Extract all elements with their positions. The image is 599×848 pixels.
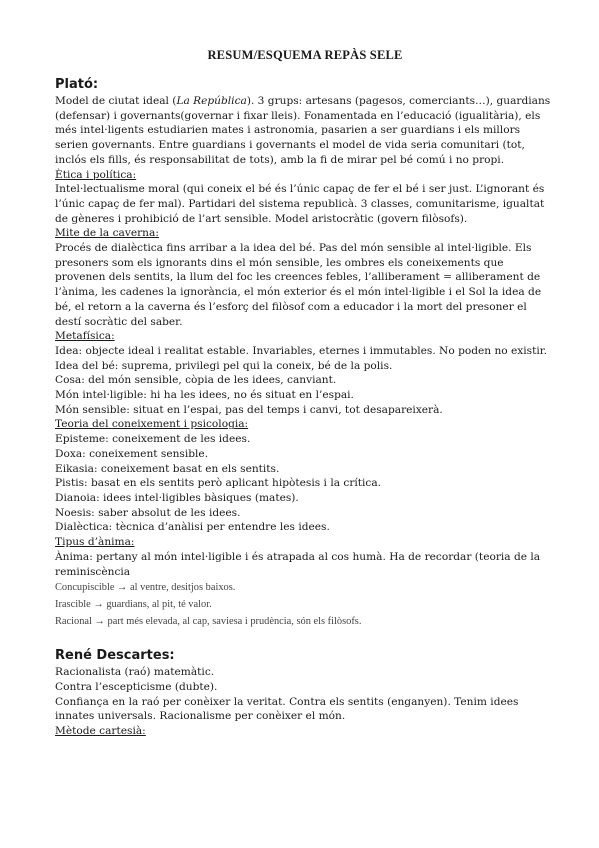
- knowledge-item: Episteme: coneixement de les idees.: [55, 433, 251, 446]
- subheading-knowledge: Teoria del coneixement i psicologia:: [55, 418, 249, 431]
- soul-part: Concupiscible → al ventre, desitjos baixos.: [55, 582, 236, 594]
- document-title: RESUM/ESQUEMA REPÀS SELE: [207, 48, 403, 62]
- knowledge-item: Doxa: coneixement sensible.: [55, 447, 209, 460]
- cave-text: Procés de dialèctica fins arribar a la idea del bé. Pas del món sensible al intel·ligible. Els presoners som els ignorants dins el món sensible, les ombres els coneixements que provenen dels sentits, la llum del foc les creences febles, l’alliberament = alliberament de l’ànima, les cadenes la ignorància, el món exterior és el món intel·ligible i el Sol la idea de bé, el retorn a la caverna és l’esforç del filòsof com a educador i la mort del presoner el destí socràtic del saber.: [55, 242, 542, 328]
- knowledge-item: Pistis: basat en els sentits però aplicant hipòtesis i la crítica.: [55, 477, 382, 490]
- plato-intro-pre: Model de ciutat ideal (: [55, 95, 177, 107]
- document-content: [55, 48, 555, 739]
- plato-intro: [55, 94, 555, 168]
- ethics-text: Intel·lectualisme moral (qui coneix el bé és l’únic capaç de fer el bé i ser just. L’ignorant és l’únic capaç de fer mal). Partidari del sistema republicà. 3 classes, comunitarisme, igualtat de gèneres i prohibició de l’art sensible. Model aristocràtic (govern filòsofs).: [55, 183, 545, 225]
- soul-part: Racional → part més elevada, al cap, saviesa i prudència, són els filòsofs.: [55, 616, 362, 628]
- subheading-metaphysics: Metafísica:: [55, 330, 115, 343]
- subheading-cave: Mite de la caverna:: [55, 227, 159, 240]
- metaphysics-item: Cosa: del món sensible, còpia de les idees, canviant.: [55, 374, 337, 387]
- section-title-plato: Plató:: [55, 77, 99, 92]
- soul-part: Irascible → guardians, al pit, té valor.: [55, 599, 212, 611]
- subheading-soul: Tipus d’ànima:: [55, 536, 135, 549]
- knowledge-item: Eikasia: coneixement basat en els sentits.: [55, 462, 280, 475]
- knowledge-item: Dialèctica: tècnica d’anàlisi per entendre les idees.: [55, 521, 330, 534]
- plato-intro-post: ). 3 grups: artesans (pagesos, comerciants…), guardians (defensar) i governants(governar i fixar lleis). Fonamentada en l’educació (igualitària), els més intel·ligents estudiarien mates i astronomia, pasarien a ser guardians i els millors serien governants. Entre guardians i governants el model de vida seria comunitari (tot, inclós els fills, és responsabilitat de tots), amb la fi de mirar pel bé comú i no propi.: [55, 95, 551, 166]
- subheading-method: Mètode cartesià:: [55, 725, 146, 738]
- metaphysics-item: Món intel·ligible: hi ha les idees, no és situat en l’espai.: [55, 389, 354, 402]
- metaphysics-item: Idea del bé: suprema, privilegi pel qui la coneix, bé de la polis.: [55, 359, 393, 372]
- metaphysics-item: Idea: objecte ideal i realitat estable. Invariables, eternes i immutables. No poden no existir.: [55, 344, 548, 357]
- section-spacer: [55, 630, 555, 648]
- descartes-line: Confiança en la raó per conèixer la veritat. Contra els sentits (enganyen). Tenim idees innates universals. Racionalisme per conèixer el món.: [55, 695, 519, 723]
- book-title-republica: La República: [176, 95, 247, 107]
- descartes-line: Racionalista (raó) matemàtic.: [55, 666, 215, 679]
- knowledge-item: Noesis: saber absolut de les idees.: [55, 506, 241, 519]
- metaphysics-item: Món sensible: situat en l’espai, pas del temps i canvi, tot desapareixerà.: [55, 403, 443, 416]
- soul-text: Ànima: pertany al món intel·ligible i és atrapada al cos humà. Ha de recordar (teoria de la reminiscència: [55, 550, 541, 578]
- section-title-descartes: René Descartes:: [55, 648, 175, 664]
- descartes-line: Contra l’escepticisme (dubte).: [55, 680, 218, 693]
- knowledge-item: Dianoia: idees intel·ligibles bàsiques (mates).: [55, 491, 299, 504]
- subheading-ethics: Ètica i política:: [55, 168, 137, 181]
